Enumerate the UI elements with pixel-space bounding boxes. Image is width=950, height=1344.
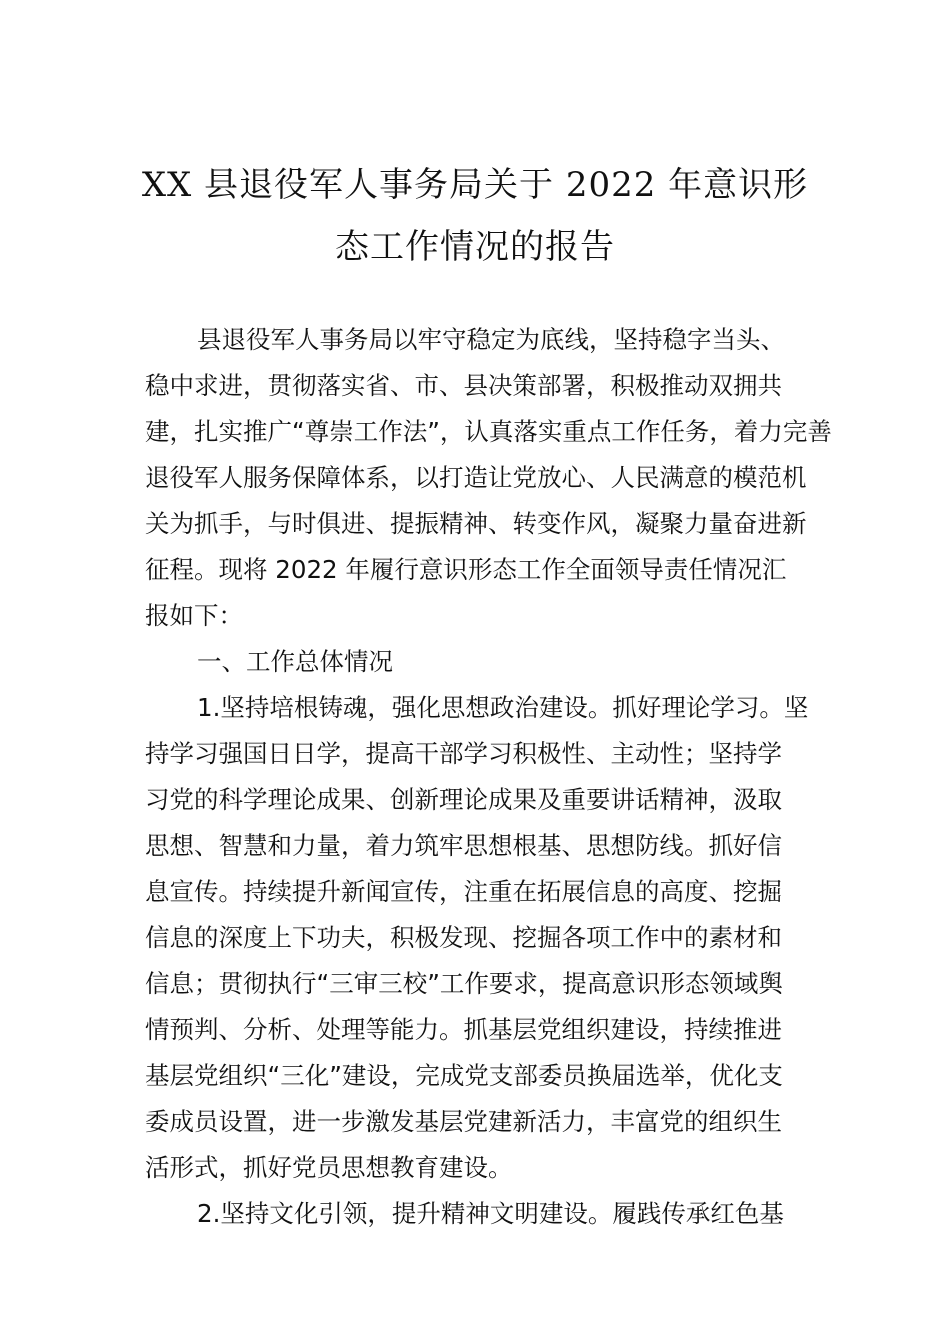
document-title-line-1: XX 县退役军人事务局关于 2022 年意识形 [141, 165, 809, 205]
body-line-20: 2.坚持文化引领，提升精神文明建设。履践传承红色基 [197, 1199, 784, 1228]
body-line-14: 信息的深度上下功夫，积极发现、挖掘各项工作中的素材和 [145, 923, 782, 952]
body-line-4: 退役军人服务保障体系，以打造让党放心、人民满意的模范机 [145, 463, 807, 492]
document-title-line-2: 态工作情况的报告 [335, 227, 615, 267]
body-line-10: 持学习强国日日学，提高干部学习积极性、主动性；坚持学 [145, 739, 782, 768]
body-line-2: 稳中求进，贯彻落实省、市、县决策部署，积极推动双拥共 [145, 371, 782, 400]
body-line-18: 委成员设置，进一步激发基层党建新活力，丰富党的组织生 [145, 1107, 782, 1136]
section-heading-1: 一、工作总体情况 [197, 647, 393, 676]
body-line-6: 征程。现将 2022 年履行意识形态工作全面领导责任情况汇 [145, 555, 787, 584]
body-line-12: 思想、智慧和力量，着力筑牢思想根基、思想防线。抓好信 [145, 831, 782, 860]
body-line-1: 县退役军人事务局以牢守稳定为底线，坚持稳字当头、 [197, 325, 785, 354]
body-line-13: 息宣传。持续提升新闻宣传，注重在拓展信息的高度、挖掘 [145, 877, 782, 906]
body-line-15: 信息；贯彻执行“三审三校”工作要求，提高意识形态领域舆 [145, 969, 783, 998]
body-line-3: 建，扎实推广“尊崇工作法”，认真落实重点工作任务，着力完善 [145, 417, 832, 446]
body-line-19: 活形式，抓好党员思想教育建设。 [145, 1153, 513, 1182]
body-line-7: 报如下： [145, 601, 243, 630]
body-line-9: 1.坚持培根铸魂，强化思想政治建设。抓好理论学习。坚 [197, 693, 809, 722]
body-line-11: 习党的科学理论成果、创新理论成果及重要讲话精神，汲取 [145, 785, 782, 814]
body-line-16: 情预判、分析、处理等能力。抓基层党组织建设，持续推进 [145, 1015, 782, 1044]
body-line-17: 基层党组织“三化”建设，完成党支部委员换届选举，优化支 [145, 1061, 783, 1090]
body-line-5: 关为抓手，与时俱进、提振精神、转变作风，凝聚力量奋进新 [145, 509, 807, 538]
